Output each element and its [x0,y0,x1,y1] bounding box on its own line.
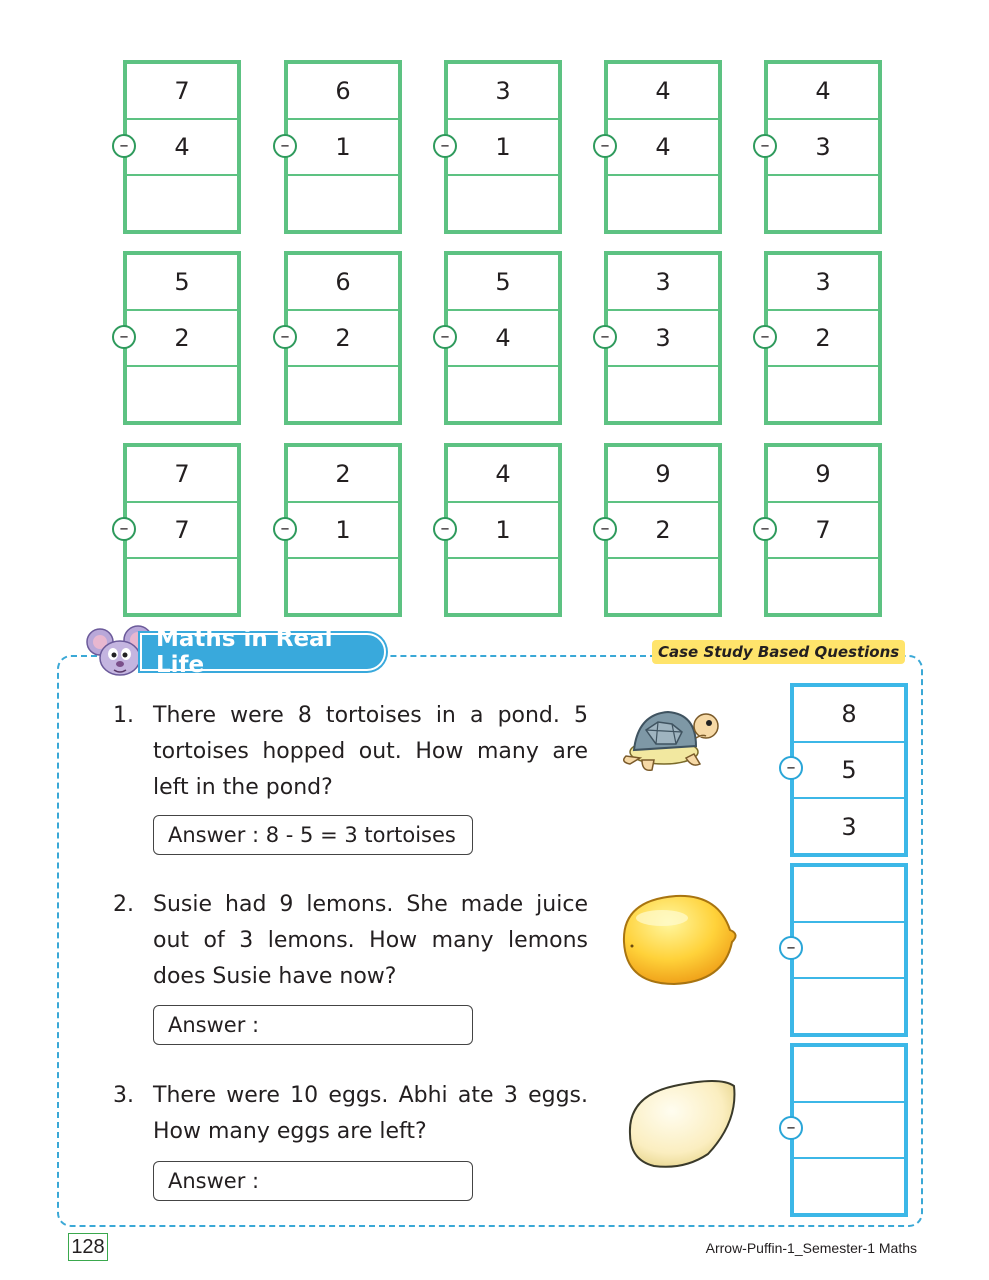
difference-cell[interactable] [448,367,558,423]
question-text: There were 10 eggs. Abhi ate 3 eggs. How many eggs are left? [153,1083,588,1144]
subtrahend-cell: 7 [768,503,878,559]
page-number: 128 [68,1233,108,1261]
difference-cell[interactable] [288,559,398,615]
difference-cell[interactable] [794,979,904,1035]
difference-cell[interactable] [448,559,558,615]
subtrahend-cell: 3 [608,311,718,367]
subtrahend-cell: 4 [608,120,718,176]
subtrahend-cell: 2 [768,311,878,367]
subtrahend-cell: 1 [448,120,558,176]
minus-sign-icon: – [112,517,136,541]
question-text: There were 8 tortoises in a pond. 5 tortoises hopped out. How many are left in the pond? [153,703,588,800]
minuend-cell: 7 [127,64,237,120]
difference-cell[interactable] [448,176,558,232]
subtraction-box [284,251,402,425]
minuend-cell: 8 [794,687,904,743]
section-title-banner: Maths in Real Life [140,633,386,671]
difference-cell[interactable]: 3 [841,813,857,841]
minuend-cell: 3 [448,64,558,120]
minuend-cell: 2 [288,447,398,503]
answer-column-1 [790,683,908,857]
minuend-cell: 4 [608,64,718,120]
minuend-cell: 9 [608,447,718,503]
minus-sign-icon: – [779,756,803,780]
difference-cell[interactable] [608,176,718,232]
subtraction-box [123,251,241,425]
lemon-icon [618,890,742,990]
difference-cell[interactable] [794,1159,904,1215]
difference-cell[interactable] [608,367,718,423]
subtraction-box [604,443,722,617]
minuend-cell[interactable] [794,1047,904,1103]
answer-box-2[interactable]: Answer : [153,1005,473,1045]
book-footer: Arrow-Puffin-1_Semester-1 Maths [705,1240,917,1256]
minuend-cell: 6 [288,64,398,120]
subtraction-box [604,60,722,234]
answer-column-3 [790,1043,908,1217]
minus-sign-icon: – [433,134,457,158]
minuend-cell: 5 [448,255,558,311]
subtraction-box [764,443,882,617]
subtrahend-cell: 1 [288,503,398,559]
subtrahend-cell: 2 [127,311,237,367]
subtrahend-cell: 1 [288,120,398,176]
subtraction-box [444,251,562,425]
question-1 [113,698,588,806]
minus-sign-icon: – [593,134,617,158]
subtrahend-cell[interactable] [794,1103,904,1159]
question-number: 2. [113,892,134,917]
answer-box-1[interactable]: Answer : 8 - 5 = 3 tortoises [153,815,473,855]
subtrahend-cell: 3 [768,120,878,176]
difference-cell[interactable] [127,176,237,232]
subtrahend-cell: 2 [288,311,398,367]
minus-sign-icon: – [273,517,297,541]
subtrahend-cell: 5 [794,743,904,799]
minuend-cell[interactable] [794,867,904,923]
subtraction-box [123,60,241,234]
subtrahend-cell: 7 [127,503,237,559]
subtrahend-cell: 1 [448,503,558,559]
difference-cell[interactable] [768,559,878,615]
minuend-cell: 4 [448,447,558,503]
subtraction-box [764,251,882,425]
difference-cell[interactable] [288,367,398,423]
subtrahend-cell: 4 [127,120,237,176]
minus-sign-icon: – [433,325,457,349]
difference-cell[interactable] [288,176,398,232]
subtrahend-cell[interactable] [794,923,904,979]
tortoise-icon [616,700,726,780]
case-study-tag: Case Study Based Questions [652,640,905,664]
minuend-cell: 4 [768,64,878,120]
question-2 [113,887,588,995]
subtraction-box [604,251,722,425]
subtrahend-cell: 4 [448,311,558,367]
subtraction-box [284,443,402,617]
subtraction-box [123,443,241,617]
subtraction-box [284,60,402,234]
subtrahend-cell: 2 [608,503,718,559]
minuend-cell: 9 [768,447,878,503]
subtraction-box [444,443,562,617]
minus-sign-icon: – [753,134,777,158]
minus-sign-icon: – [112,134,136,158]
minus-sign-icon: – [112,325,136,349]
minuend-cell: 3 [768,255,878,311]
minus-sign-icon: – [433,517,457,541]
difference-cell[interactable] [768,367,878,423]
minus-sign-icon: – [779,1116,803,1140]
minuend-cell: 5 [127,255,237,311]
minus-sign-icon: – [753,517,777,541]
minuend-cell: 7 [127,447,237,503]
minus-sign-icon: – [273,134,297,158]
minuend-cell: 6 [288,255,398,311]
difference-cell[interactable] [127,367,237,423]
minus-sign-icon: – [593,517,617,541]
minuend-cell: 3 [608,255,718,311]
minus-sign-icon: – [273,325,297,349]
answer-box-3[interactable]: Answer : [153,1161,473,1201]
minus-sign-icon: – [593,325,617,349]
minus-sign-icon: – [753,325,777,349]
difference-cell[interactable] [608,559,718,615]
question-text: Susie had 9 lemons. She made juice out of 3 lemons. How many lemons does Susie have now? [153,892,588,989]
minus-sign-icon: – [779,936,803,960]
difference-cell[interactable] [768,176,878,232]
difference-cell[interactable] [127,559,237,615]
answer-column-2 [790,863,908,1037]
question-3 [113,1078,588,1150]
subtraction-box [764,60,882,234]
subtraction-box [444,60,562,234]
question-number: 1. [113,703,134,728]
egg-icon [624,1078,740,1170]
question-number: 3. [113,1083,134,1108]
